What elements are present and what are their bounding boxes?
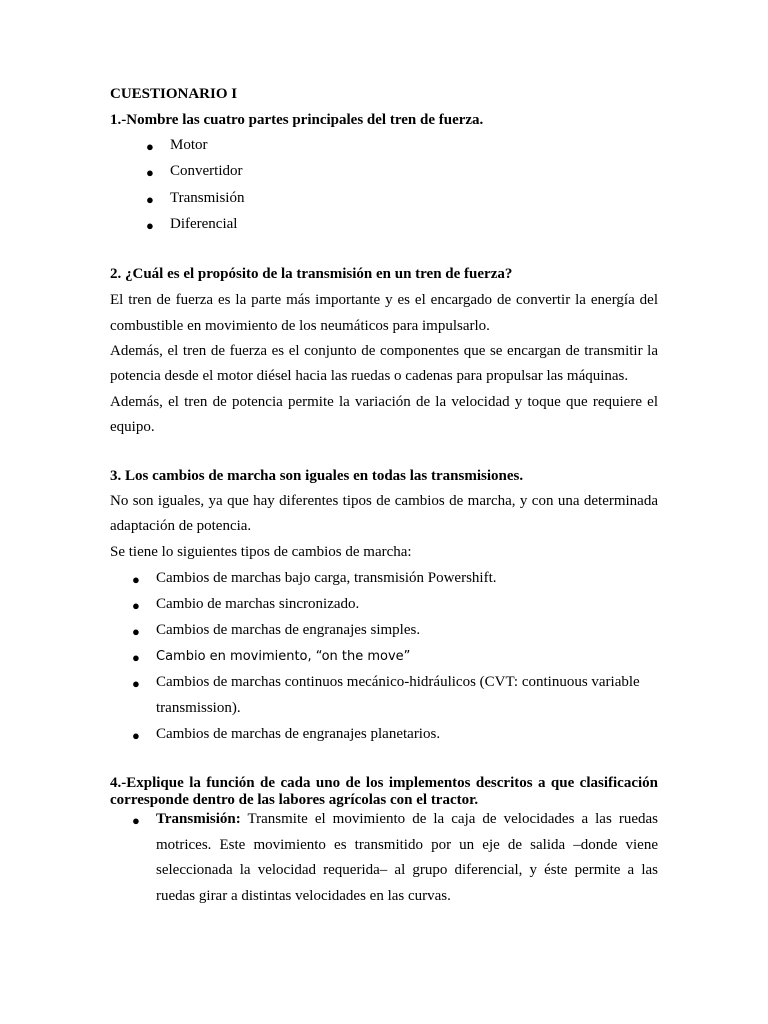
q3-list-item: Cambios de marchas bajo carga, transmisión Powershift.	[156, 570, 497, 586]
q3-list-item: Cambio de marchas sincronizado.	[156, 596, 360, 612]
q3-list-item: Cambio en movimiento, “on the move”	[156, 649, 411, 664]
q4-item-text: Transmite el movimiento de la caja de velocidades a las ruedas	[247, 811, 658, 827]
q4-item-line: ruedas girar a distintas velocidades en las curvas.	[156, 888, 451, 904]
q3-paragraph-line: adaptación de potencia.	[110, 518, 252, 534]
q3-list-item: Cambios de marchas de engranajes planetarios.	[156, 726, 441, 742]
q4-item-term: Transmisión:	[156, 811, 241, 827]
q3-paragraph-line: No son iguales, ya que hay diferentes tipos de cambios de marcha, y con una determinada	[110, 493, 658, 509]
bullet-icon: ●	[132, 728, 140, 743]
q4-item-line: motrices. Este movimiento es transmitido por un eje de salida –donde viene	[156, 837, 658, 853]
question-4-heading-continuation: corresponde dentro de las labores agrícolas con el tractor.	[110, 792, 479, 808]
q3-list-item: Cambios de marchas de engranajes simples.	[156, 622, 421, 638]
q2-paragraph-line: Además, el tren de potencia permite la variación de la velocidad y toque que requiere el	[110, 394, 658, 410]
q2-paragraph-line: El tren de fuerza es la parte más importante y es el encargado de convertir la energía del	[110, 292, 658, 308]
q3-paragraph-line: Se tiene lo siguientes tipos de cambios de marcha:	[110, 544, 412, 560]
q1-list-item: Convertidor	[170, 163, 243, 179]
bullet-icon: ●	[132, 624, 140, 639]
question-1-heading: 1.-Nombre las cuatro partes principales del tren de fuerza.	[110, 112, 484, 128]
question-2-heading: 2. ¿Cuál es el propósito de la transmisión en un tren de fuerza?	[110, 266, 513, 282]
bullet-icon: ●	[146, 218, 154, 233]
q4-item-line: seleccionada la velocidad requerida– al grupo diferencial, y éste permite a las	[156, 862, 658, 878]
bullet-icon: ●	[132, 650, 140, 665]
q2-paragraph-line: combustible en movimiento de los neumáticos para impulsarlo.	[110, 318, 490, 334]
bullet-icon: ●	[146, 165, 154, 180]
q2-paragraph-line: Además, el tren de fuerza es el conjunto de componentes que se encargan de transmitir la	[110, 343, 658, 359]
bullet-icon: ●	[132, 572, 140, 587]
question-4-heading: 4.-Explique la función de cada uno de los implementos descritos a que clasificación	[110, 775, 658, 791]
bullet-icon: ●	[146, 192, 154, 207]
bullet-icon: ●	[132, 813, 140, 828]
bullet-icon: ●	[132, 598, 140, 613]
bullet-icon: ●	[132, 676, 140, 691]
q1-list-item: Motor	[170, 137, 208, 153]
q4-list-item	[156, 811, 658, 828]
q3-list-item-continuation: transmission).	[156, 700, 241, 716]
question-3-heading: 3. Los cambios de marcha son iguales en todas las transmisiones.	[110, 468, 524, 484]
q3-list-item: Cambios de marchas continuos mecánico-hidráulicos (CVT: continuous variable	[156, 674, 640, 690]
q2-paragraph-line: equipo.	[110, 419, 155, 435]
document-title: CUESTIONARIO I	[110, 86, 238, 102]
q1-list-item: Diferencial	[170, 216, 238, 232]
bullet-icon: ●	[146, 139, 154, 154]
q1-list-item: Transmisión	[170, 190, 245, 206]
q2-paragraph-line: potencia desde el motor diésel hacia las ruedas o cadenas para propulsar las máquinas.	[110, 368, 629, 384]
